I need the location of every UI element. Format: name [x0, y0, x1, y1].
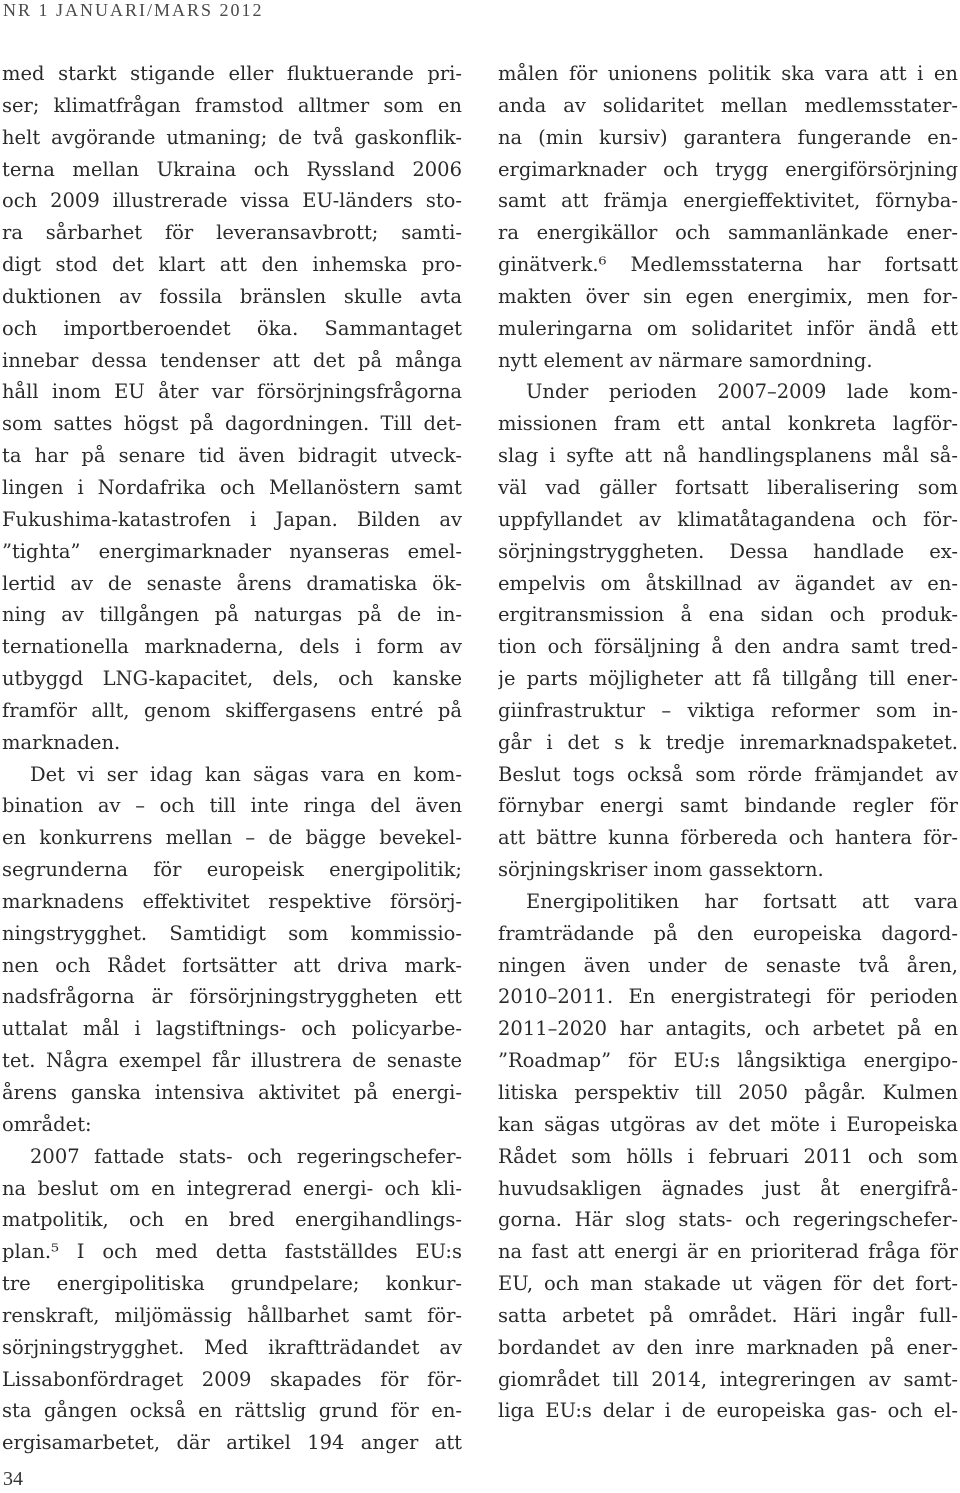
text-line: ning av tillgången på naturgas på de in-	[2, 603, 462, 627]
text-line: 2010–2011. En energistrategi för perioden	[498, 985, 958, 1009]
text-line: framträdande på den europeiska dagord-	[498, 921, 958, 945]
text-line: nen och Rådet fortsätter att driva mark-	[2, 953, 462, 977]
text-line: bination av – och till inte ringa del även	[2, 794, 462, 818]
text-line: 2007 fattade stats- och regeringschefer-	[30, 1144, 462, 1168]
text-line: satta arbetet på området. Häri ingår full-	[498, 1303, 958, 1327]
text-line: ginätverk.⁶ Medlemsstaterna har fortsatt	[498, 253, 958, 277]
text-line: missionen fram ett antal konkreta lagför-	[498, 412, 958, 436]
text-line: årens ganska intensiva aktivitet på energi-	[2, 1081, 462, 1104]
text-line: lertid av de senaste årens dramatiska ök-	[2, 571, 462, 595]
text-line: nadsfrågorna är försörjningstryggheten ett	[2, 985, 462, 1009]
text-line: ternationella marknaderna, dels i form av	[2, 635, 462, 659]
text-line: na beslut om en integrerad energi- och kli-	[2, 1176, 462, 1200]
text-line: segrunderna för europeisk energipolitik;	[2, 858, 462, 882]
text-line: Lissabonfördraget 2009 skapades för för-	[2, 1367, 462, 1391]
text-line: ”Roadmap” för EU:s långsiktiga energipo-	[498, 1049, 958, 1073]
text-line: ergimarknader och trygg energiförsörjning	[498, 157, 958, 181]
text-line: litiska perspektiv till 2050 pågår. Kulmen	[498, 1081, 958, 1104]
text-line: väl vad gäller fortsatt liberalisering som	[498, 475, 958, 499]
text-line: lingen i Nordafrika och Mellanöstern samt	[2, 475, 462, 499]
text-line: anda av solidaritet mellan medlemsstater-	[498, 93, 958, 117]
text-line: slag i syfte att nå handlingsplanens mål så-	[498, 444, 958, 468]
text-line: bordandet av den inre marknaden på ener-	[498, 1335, 958, 1359]
text-line: Energipolitiken har fortsatt att vara	[526, 889, 958, 913]
text-line: sörjningstryggheten. Dessa handlade ex-	[498, 539, 958, 563]
text-line: sta gången också en rättslig grund för en-	[2, 1399, 462, 1423]
text-line: och importberoendet öka. Sammantaget	[2, 316, 462, 340]
text-line: med starkt stigande eller fluktuerande pri-	[2, 62, 462, 85]
text-line: liga EU:s delar i de europeiska gas- och el-	[498, 1399, 958, 1423]
text-line: innebar dessa tendenser att det på många	[2, 348, 462, 372]
text-line: ningen även under de senaste två åren,	[498, 953, 958, 977]
text-line: en konkurrens mellan – de bägge bevekel-	[2, 826, 462, 850]
text-line: Det vi ser idag kan sägas vara en kom-	[30, 762, 462, 786]
text-line: 2011–2020 har antagits, och arbetet på en	[498, 1017, 958, 1041]
text-line: plan.⁵ I och med detta fastställdes EU:s	[2, 1240, 462, 1264]
text-line: helt avgörande utmaning; de två gaskonflik-	[2, 125, 462, 149]
text-line: ra sårbarhet för leveransavbrott; samti-	[2, 221, 462, 245]
text-line: ergisamarbetet, där artikel 194 anger att	[2, 1431, 462, 1455]
text-line: uttalat mål i lagstiftnings- och policyarbe-	[2, 1017, 462, 1041]
text-line: tet. Några exempel får illustrera de senaste	[2, 1049, 462, 1073]
left-column	[2, 58, 462, 1459]
right-column	[498, 58, 958, 1427]
text-line: att bättre kunna förbereda och hantera för-	[498, 826, 958, 850]
text-line: ”tighta” energimarknader nyanseras emel-	[2, 539, 462, 563]
text-line: matpolitik, och en bred energihandlings-	[2, 1208, 462, 1232]
text-line: ta har på senare tid även bidragit utveck-	[2, 444, 462, 468]
text-line: duktionen av fossila bränslen skulle avta	[2, 284, 462, 308]
text-line: huvudsakligen ägnades just åt energifrå-	[498, 1176, 958, 1200]
text-line: empelvis om åtskillnad av ägandet av en-	[498, 571, 958, 595]
text-line: utbyggd LNG-kapacitet, dels, och kanske	[2, 667, 462, 691]
text-line: sörjningstrygghet. Med ikraftträdandet av	[2, 1335, 462, 1359]
text-line: ser; klimatfrågan framstod alltmer som en	[2, 93, 462, 117]
text-line: na fast att energi är en prioriterad fråga för	[498, 1240, 958, 1264]
text-line: målen för unionens politik ska vara att i en	[498, 62, 958, 85]
text-line: marknadens effektivitet respektive försörj-	[2, 889, 462, 913]
text-line: nytt element av närmare samordning.	[498, 348, 873, 372]
text-line: makten över sin egen energimix, men for-	[498, 284, 958, 308]
text-line: förnybar energi samt bindande regler för	[498, 794, 958, 818]
text-line: terna mellan Ukraina och Ryssland 2006	[2, 157, 462, 181]
text-line: je parts möjligheter att få tillgång till ener-	[498, 667, 958, 691]
text-line: området:	[2, 1112, 92, 1136]
text-line: Beslut togs också som rörde främjandet av	[498, 762, 958, 786]
text-line: Fukushima-katastrofen i Japan. Bilden av	[2, 507, 462, 531]
text-line: na (min kursiv) garantera fungerande en-	[498, 125, 958, 149]
text-line: tre energipolitiska grundpelare; konkur-	[2, 1272, 462, 1296]
text-line: ra energikällor och sammanlänkade ener-	[498, 221, 958, 245]
text-line: kan sägas utgöras av det möte i Europeiska	[498, 1112, 958, 1136]
text-line: giinfrastruktur – viktiga reformer som in-	[498, 698, 958, 722]
text-line: muleringarna om solidaritet inför ändå ett	[498, 316, 958, 340]
text-line: giområdet till 2014, integreringen av samt-	[498, 1367, 958, 1391]
text-line: håll inom EU åter var försörjningsfrågorna	[2, 380, 462, 404]
text-line: digt stod det klart att den inhemska pro-	[2, 253, 462, 277]
text-line: gorna. Här slog stats- och regeringschefer-	[498, 1208, 958, 1232]
text-line: tion och försäljning å den andra samt tred-	[498, 635, 958, 659]
page-number: 34	[3, 1468, 23, 1490]
text-line: samt att främja energieffektivitet, förnyba-	[498, 189, 958, 213]
text-line: uppfyllandet av klimatåtagandena och för-	[498, 507, 958, 531]
text-line: och 2009 illustrerade vissa EU-länders sto-	[2, 189, 462, 213]
text-line: Under perioden 2007–2009 lade kom-	[526, 380, 958, 404]
text-line: som sattes högst på dagordningen. Till det-	[2, 412, 462, 436]
text-line: renskraft, miljömässig hållbarhet samt för-	[2, 1303, 462, 1327]
text-line: går i det s k tredje inremarknadspaketet.	[498, 730, 958, 754]
text-line: marknaden.	[2, 730, 121, 754]
text-line: ergitransmission å ena sidan och produk-	[498, 603, 958, 627]
text-line: EU, och man stakade ut vägen för det fort-	[498, 1272, 958, 1296]
running-header: NR 1 JANUARI/MARS 2012	[3, 0, 264, 20]
text-line: Rådet som hölls i februari 2011 och som	[498, 1144, 958, 1168]
text-line: ningstrygghet. Samtidigt som kommissio-	[2, 921, 462, 945]
text-line: sörjningskriser inom gassektorn.	[498, 858, 824, 882]
text-line: framför allt, genom skiffergasens entré på	[2, 698, 462, 722]
